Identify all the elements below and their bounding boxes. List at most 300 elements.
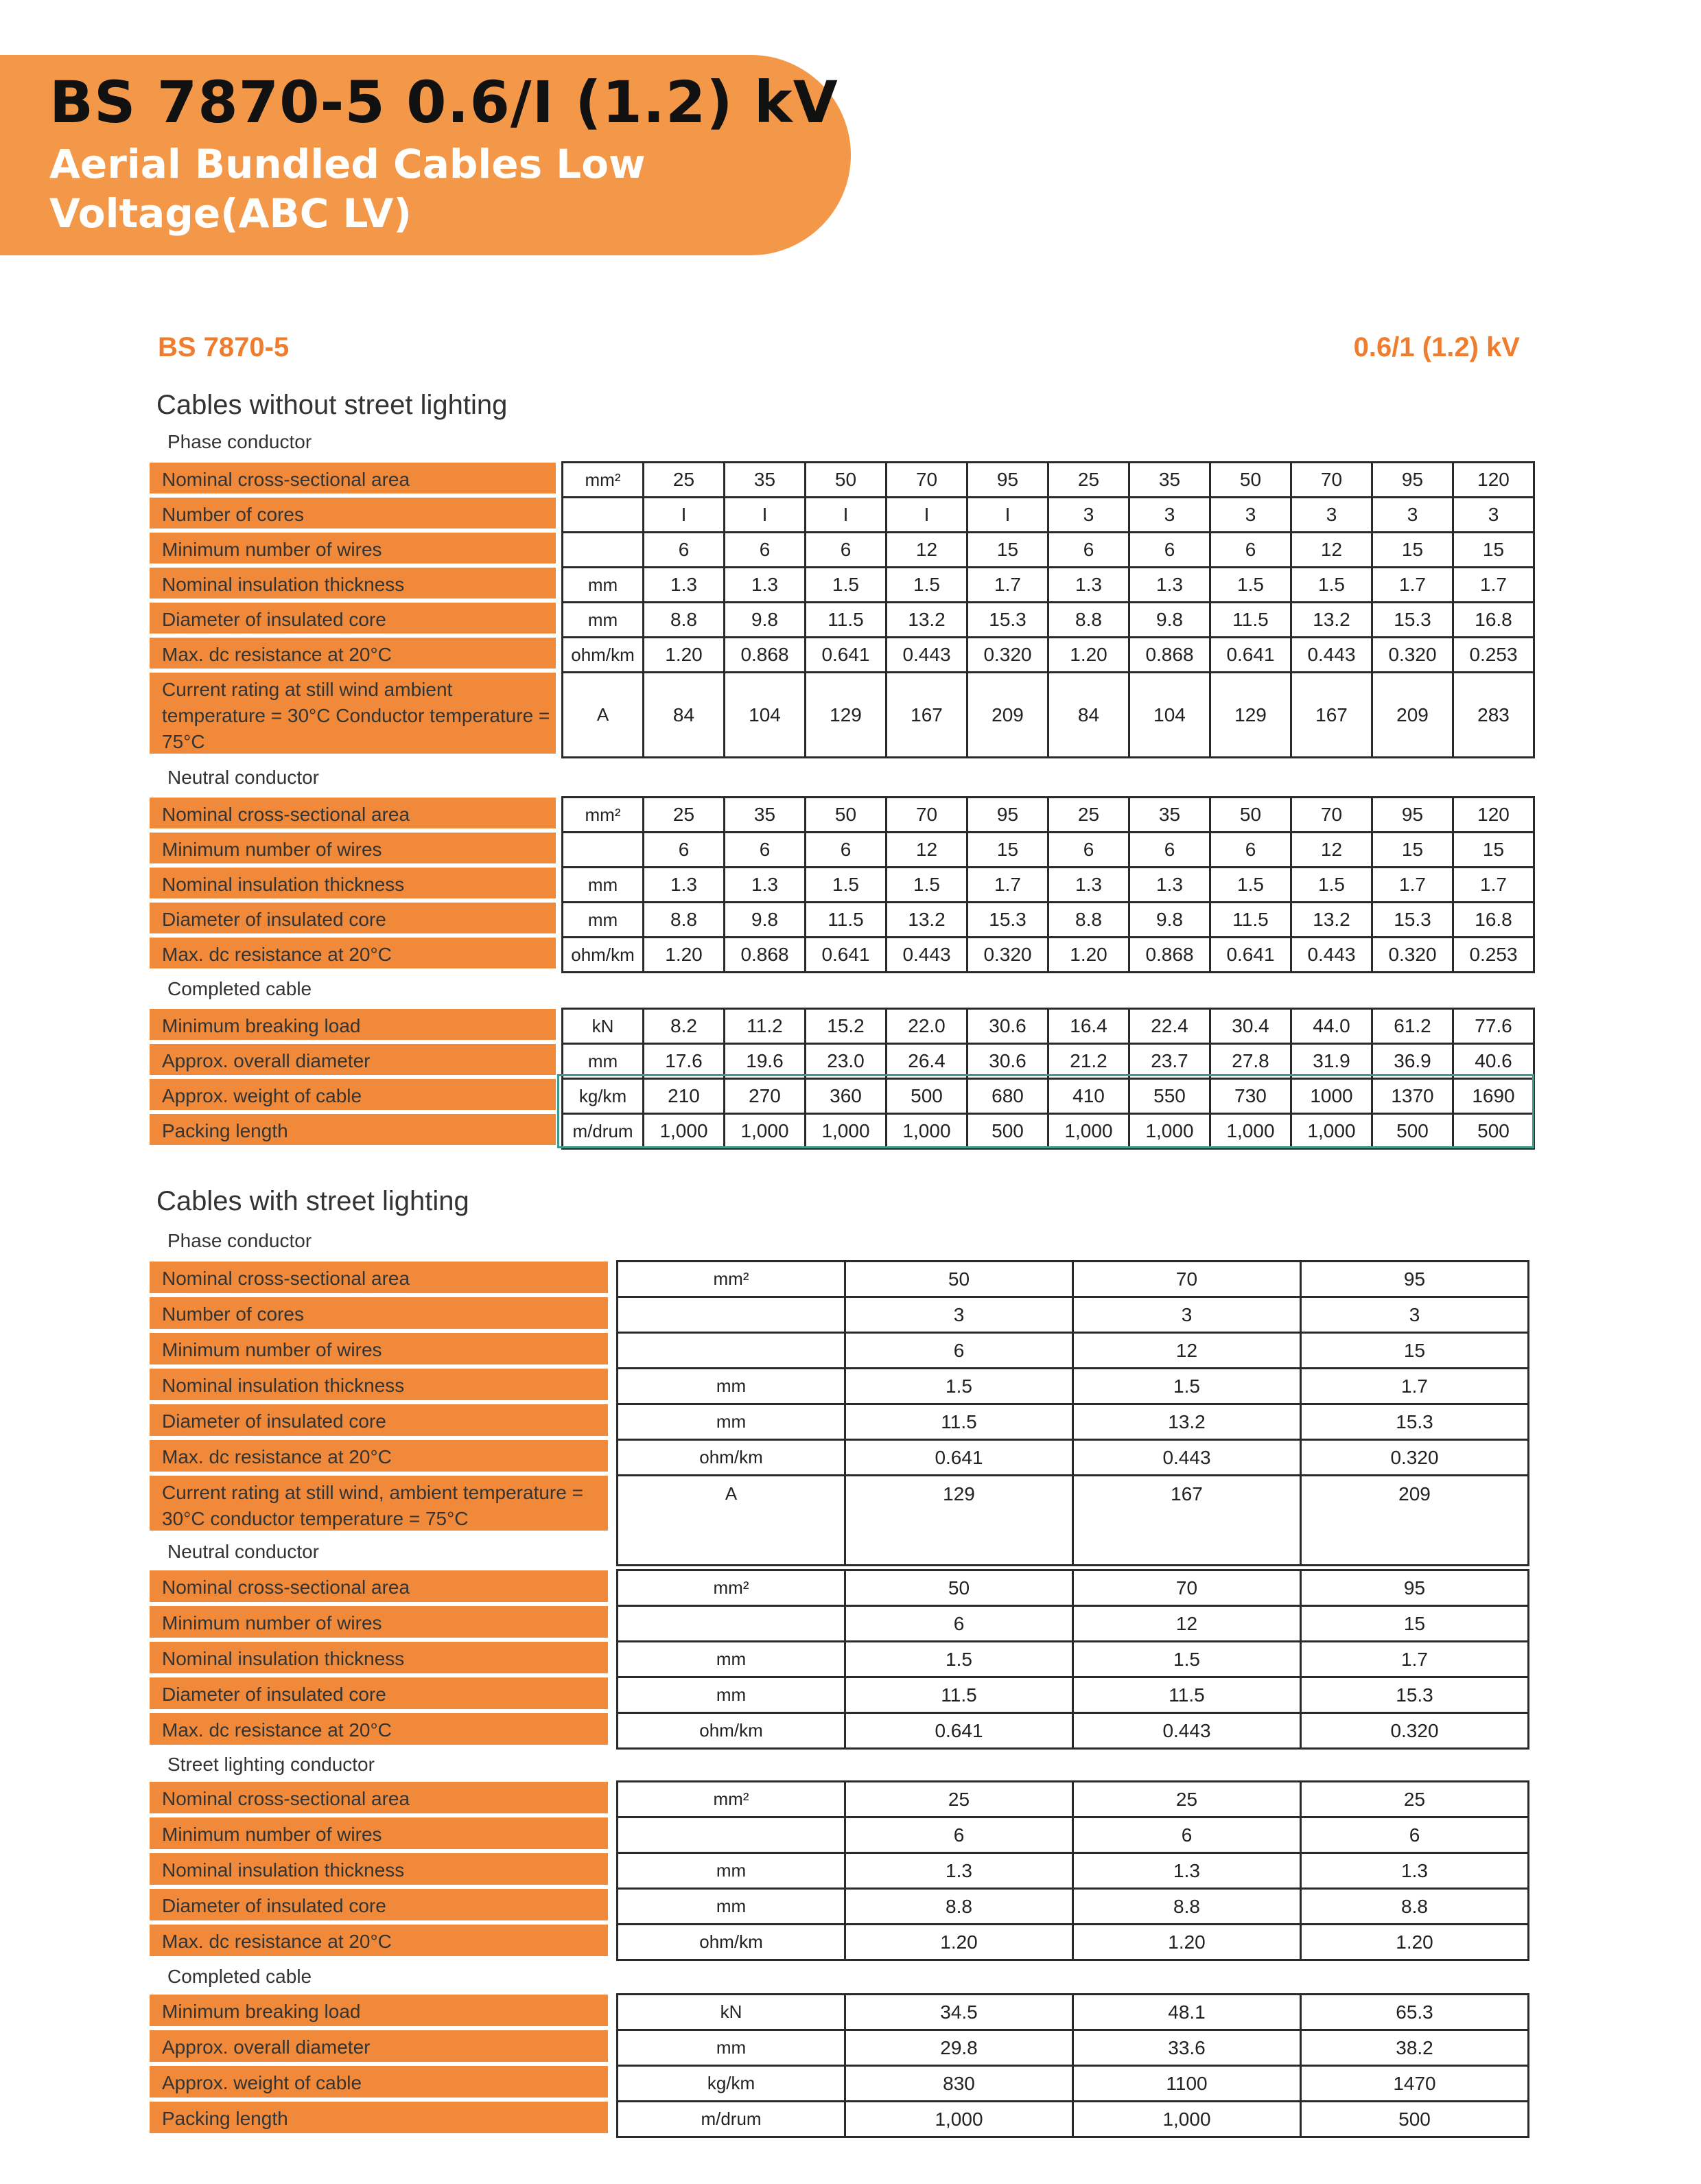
value-cell: 0.320 bbox=[1301, 1440, 1529, 1476]
spec-table-phase bbox=[561, 461, 1535, 758]
value-cell: 11.5 bbox=[806, 603, 887, 638]
value-cell: 15.3 bbox=[1372, 603, 1453, 638]
value-cell: 25 bbox=[1048, 463, 1129, 498]
value-cell: 3 bbox=[1372, 498, 1453, 533]
value-cell: 13.2 bbox=[887, 903, 967, 938]
value-cell: 1.3 bbox=[1129, 568, 1210, 603]
row-label: Minimum number of wires bbox=[150, 833, 556, 863]
row-label: Number of cores bbox=[150, 1297, 608, 1329]
value-cell: 25 bbox=[644, 463, 725, 498]
table-row bbox=[618, 2066, 1529, 2102]
value-cell: 12 bbox=[887, 833, 967, 868]
value-cell: 95 bbox=[967, 463, 1048, 498]
value-cell: 0.641 bbox=[1210, 638, 1291, 673]
value-cell: 1.3 bbox=[1073, 1853, 1301, 1889]
value-cell: 6 bbox=[806, 533, 887, 568]
value-cell: 6 bbox=[1210, 533, 1291, 568]
unit-cell: mm bbox=[563, 903, 644, 938]
unit-cell: mm² bbox=[563, 463, 644, 498]
table-row bbox=[618, 1570, 1529, 1606]
value-cell: 95 bbox=[1301, 1570, 1529, 1606]
value-cell: 15 bbox=[1301, 1333, 1529, 1369]
row-label: Diameter of insulated core bbox=[150, 1677, 608, 1709]
value-cell: 1.3 bbox=[644, 868, 725, 903]
row-label: Nominal insulation thickness bbox=[150, 1642, 608, 1673]
row-label: Approx. overall diameter bbox=[150, 1044, 556, 1075]
value-cell: 11.5 bbox=[1210, 903, 1291, 938]
value-cell: 120 bbox=[1453, 463, 1534, 498]
sub-heading-neutral: Neutral conductor bbox=[167, 767, 320, 788]
value-cell: 50 bbox=[1210, 463, 1291, 498]
unit-cell: kN bbox=[618, 1995, 845, 2030]
table-row bbox=[618, 1995, 1529, 2030]
voltage-heading: 0.6/1 (1.2) kV bbox=[1353, 332, 1520, 362]
value-cell: 0.641 bbox=[1210, 938, 1291, 973]
table-row bbox=[618, 1889, 1529, 1925]
unit-cell: ohm/km bbox=[563, 938, 644, 973]
value-cell: 50 bbox=[1210, 798, 1291, 833]
value-cell: 35 bbox=[1129, 463, 1210, 498]
value-cell: 6 bbox=[644, 833, 725, 868]
value-cell: 8.8 bbox=[644, 603, 725, 638]
spec-table-street bbox=[616, 1780, 1529, 1961]
row-label: Max. dc resistance at 20°C bbox=[150, 938, 556, 968]
row-label: Minimum number of wires bbox=[150, 1606, 608, 1638]
value-cell: 12 bbox=[1073, 1333, 1301, 1369]
table-row bbox=[563, 868, 1534, 903]
value-cell: 1000 bbox=[1291, 1079, 1372, 1114]
table-row bbox=[563, 833, 1534, 868]
unit-cell: ohm/km bbox=[618, 1925, 845, 1960]
value-cell: 95 bbox=[1372, 463, 1453, 498]
value-cell: 167 bbox=[887, 673, 967, 758]
value-cell: 210 bbox=[644, 1079, 725, 1114]
unit-cell bbox=[618, 1297, 845, 1333]
value-cell: 6 bbox=[725, 833, 806, 868]
row-label: Max. dc resistance at 20°C bbox=[150, 1713, 608, 1745]
unit-cell: ohm/km bbox=[618, 1713, 845, 1749]
value-cell: 6 bbox=[644, 533, 725, 568]
row-label: Minimum breaking load bbox=[150, 1009, 556, 1040]
value-cell: 12 bbox=[1073, 1606, 1301, 1642]
table-row bbox=[618, 1713, 1529, 1749]
unit-cell bbox=[563, 833, 644, 868]
value-cell: 550 bbox=[1129, 1079, 1210, 1114]
row-label: Packing length bbox=[150, 1114, 556, 1145]
unit-cell: mm bbox=[618, 1889, 845, 1925]
value-cell: 1.3 bbox=[845, 1853, 1073, 1889]
value-cell: 209 bbox=[1372, 673, 1453, 758]
value-cell: 0.443 bbox=[1291, 638, 1372, 673]
row-label: Minimum number of wires bbox=[150, 533, 556, 564]
value-cell: 1100 bbox=[1073, 2066, 1301, 2102]
unit-cell: mm² bbox=[618, 1262, 845, 1297]
unit-cell: kg/km bbox=[618, 2066, 845, 2102]
spec-table-neutral bbox=[561, 796, 1535, 973]
row-highlight bbox=[557, 1074, 1534, 1148]
value-cell: 13.2 bbox=[887, 603, 967, 638]
table-row bbox=[618, 1606, 1529, 1642]
value-cell: 11.2 bbox=[725, 1009, 806, 1044]
value-cell: 104 bbox=[1129, 673, 1210, 758]
banner-title: BS 7870-5 0.6/I (1.2) kV bbox=[49, 69, 838, 136]
value-cell: 500 bbox=[1372, 1114, 1453, 1149]
value-cell: 15 bbox=[1372, 533, 1453, 568]
standard-heading: BS 7870-5 bbox=[158, 332, 290, 362]
value-cell: 1470 bbox=[1301, 2066, 1529, 2102]
value-cell: 209 bbox=[1301, 1476, 1529, 1566]
value-cell: 3 bbox=[845, 1297, 1073, 1333]
value-cell: 104 bbox=[725, 673, 806, 758]
value-cell: 6 bbox=[725, 533, 806, 568]
value-cell: 21.2 bbox=[1048, 1044, 1129, 1079]
value-cell: 12 bbox=[1291, 533, 1372, 568]
value-cell: 48.1 bbox=[1073, 1995, 1301, 2030]
unit-cell: mm² bbox=[618, 1782, 845, 1817]
value-cell: 730 bbox=[1210, 1079, 1291, 1114]
value-cell: 0.641 bbox=[845, 1713, 1073, 1749]
value-cell: 0.868 bbox=[1129, 938, 1210, 973]
value-cell: 1,000 bbox=[845, 2102, 1073, 2137]
value-cell: 15.2 bbox=[806, 1009, 887, 1044]
table-row bbox=[618, 1817, 1529, 1853]
value-cell: 1.7 bbox=[1301, 1642, 1529, 1677]
table-row bbox=[563, 533, 1534, 568]
value-cell: 15 bbox=[1453, 533, 1534, 568]
row-label: Current rating at still wind, ambient temperature = 30°C conductor temperature = 75°C bbox=[150, 1476, 608, 1531]
value-cell: 0.641 bbox=[806, 938, 887, 973]
value-cell: 70 bbox=[1073, 1262, 1301, 1297]
value-cell: 0.253 bbox=[1453, 938, 1534, 973]
value-cell: 0.320 bbox=[1372, 638, 1453, 673]
value-cell: 36.9 bbox=[1372, 1044, 1453, 1079]
value-cell: 84 bbox=[644, 673, 725, 758]
unit-cell: mm bbox=[563, 1044, 644, 1079]
value-cell: 0.320 bbox=[967, 938, 1048, 973]
value-cell: 9.8 bbox=[1129, 903, 1210, 938]
value-cell: 500 bbox=[887, 1079, 967, 1114]
row-label: Minimum number of wires bbox=[150, 1333, 608, 1364]
value-cell: 3 bbox=[1210, 498, 1291, 533]
value-cell: 3 bbox=[1073, 1297, 1301, 1333]
value-cell: 26.4 bbox=[887, 1044, 967, 1079]
value-cell: 3 bbox=[1129, 498, 1210, 533]
table-row bbox=[618, 2102, 1529, 2137]
value-cell: 50 bbox=[806, 463, 887, 498]
unit-cell: m/drum bbox=[563, 1114, 644, 1149]
value-cell: 70 bbox=[1073, 1570, 1301, 1606]
value-cell: 25 bbox=[644, 798, 725, 833]
value-cell: 1.7 bbox=[1372, 568, 1453, 603]
table-row bbox=[563, 1044, 1534, 1079]
value-cell: 0.253 bbox=[1453, 638, 1534, 673]
value-cell: 1.5 bbox=[806, 868, 887, 903]
value-cell: 6 bbox=[845, 1606, 1073, 1642]
value-cell: 1.3 bbox=[1048, 868, 1129, 903]
value-cell: 1.20 bbox=[644, 938, 725, 973]
unit-cell: A bbox=[618, 1476, 845, 1566]
value-cell: 283 bbox=[1453, 673, 1534, 758]
value-cell: I bbox=[967, 498, 1048, 533]
value-cell: 11.5 bbox=[1210, 603, 1291, 638]
value-cell: 65.3 bbox=[1301, 1995, 1529, 2030]
value-cell: 30.6 bbox=[967, 1044, 1048, 1079]
value-cell: 1690 bbox=[1453, 1079, 1534, 1114]
unit-cell: A bbox=[563, 673, 644, 758]
value-cell: 1.3 bbox=[1301, 1853, 1529, 1889]
value-cell: 44.0 bbox=[1291, 1009, 1372, 1044]
sub-heading-completed: Completed cable bbox=[167, 1966, 312, 1987]
value-cell: 95 bbox=[967, 798, 1048, 833]
table-row bbox=[618, 1333, 1529, 1369]
value-cell: 22.4 bbox=[1129, 1009, 1210, 1044]
unit-cell: ohm/km bbox=[618, 1440, 845, 1476]
value-cell: 0.320 bbox=[1372, 938, 1453, 973]
value-cell: 1,000 bbox=[1210, 1114, 1291, 1149]
value-cell: 15.3 bbox=[1372, 903, 1453, 938]
value-cell: 15 bbox=[967, 533, 1048, 568]
value-cell: 38.2 bbox=[1301, 2030, 1529, 2066]
value-cell: 16.8 bbox=[1453, 903, 1534, 938]
value-cell: 270 bbox=[725, 1079, 806, 1114]
value-cell: 1.3 bbox=[644, 568, 725, 603]
value-cell: 1,000 bbox=[1048, 1114, 1129, 1149]
table-row bbox=[618, 1925, 1529, 1960]
value-cell: 129 bbox=[1210, 673, 1291, 758]
table-row bbox=[563, 568, 1534, 603]
unit-cell: mm bbox=[563, 603, 644, 638]
unit-cell bbox=[618, 1817, 845, 1853]
row-label: Nominal insulation thickness bbox=[150, 868, 556, 898]
value-cell: 6 bbox=[806, 833, 887, 868]
value-cell: 95 bbox=[1301, 1262, 1529, 1297]
value-cell: I bbox=[806, 498, 887, 533]
value-cell: 1.20 bbox=[845, 1925, 1073, 1960]
row-label: Approx. weight of cable bbox=[150, 1079, 556, 1110]
value-cell: 31.9 bbox=[1291, 1044, 1372, 1079]
value-cell: 167 bbox=[1291, 673, 1372, 758]
banner-subtitle: Aerial Bundled Cables Low Voltage(ABC LV) bbox=[49, 141, 646, 237]
value-cell: 8.8 bbox=[1301, 1889, 1529, 1925]
value-cell: 1.5 bbox=[1073, 1642, 1301, 1677]
value-cell: 1.7 bbox=[1453, 868, 1534, 903]
value-cell: 23.7 bbox=[1129, 1044, 1210, 1079]
value-cell: 6 bbox=[1129, 833, 1210, 868]
value-cell: 34.5 bbox=[845, 1995, 1073, 2030]
value-cell: 84 bbox=[1048, 673, 1129, 758]
value-cell: 360 bbox=[806, 1079, 887, 1114]
value-cell: 33.6 bbox=[1073, 2030, 1301, 2066]
value-cell: 0.641 bbox=[845, 1440, 1073, 1476]
table-row bbox=[563, 798, 1534, 833]
value-cell: 95 bbox=[1372, 798, 1453, 833]
spec-table-neutral bbox=[616, 1569, 1529, 1750]
value-cell: 1.5 bbox=[1210, 568, 1291, 603]
row-label: Approx. weight of cable bbox=[150, 2066, 608, 2098]
value-cell: 25 bbox=[1073, 1782, 1301, 1817]
value-cell: 1.5 bbox=[1291, 568, 1372, 603]
value-cell: 1.3 bbox=[1048, 568, 1129, 603]
table-row bbox=[618, 1782, 1529, 1817]
value-cell: 16.4 bbox=[1048, 1009, 1129, 1044]
value-cell: 12 bbox=[887, 533, 967, 568]
value-cell: 11.5 bbox=[845, 1677, 1073, 1713]
row-label: Current rating at still wind ambient temperature = 30°C Conductor temperature = 75°C bbox=[150, 673, 556, 754]
value-cell: 15 bbox=[967, 833, 1048, 868]
value-cell: 50 bbox=[806, 798, 887, 833]
table-row bbox=[563, 673, 1534, 758]
value-cell: 3 bbox=[1301, 1297, 1529, 1333]
value-cell: 500 bbox=[1301, 2102, 1529, 2137]
table-row bbox=[618, 1297, 1529, 1333]
row-label: Packing length bbox=[150, 2102, 608, 2133]
value-cell: 70 bbox=[887, 798, 967, 833]
sub-heading-neutral: Neutral conductor bbox=[167, 1541, 320, 1562]
value-cell: 15 bbox=[1372, 833, 1453, 868]
value-cell: 16.8 bbox=[1453, 603, 1534, 638]
table-row bbox=[618, 1677, 1529, 1713]
row-label: Diameter of insulated core bbox=[150, 903, 556, 933]
value-cell: 11.5 bbox=[845, 1404, 1073, 1440]
unit-cell: mm bbox=[618, 1853, 845, 1889]
table-row bbox=[563, 498, 1534, 533]
value-cell: 0.320 bbox=[967, 638, 1048, 673]
value-cell: 0.443 bbox=[1073, 1713, 1301, 1749]
value-cell: 35 bbox=[725, 798, 806, 833]
value-cell: 25 bbox=[845, 1782, 1073, 1817]
value-cell: 61.2 bbox=[1372, 1009, 1453, 1044]
unit-cell: mm bbox=[618, 1404, 845, 1440]
value-cell: 23.0 bbox=[806, 1044, 887, 1079]
value-cell: 0.868 bbox=[725, 938, 806, 973]
value-cell: 1,000 bbox=[806, 1114, 887, 1149]
value-cell: 1.3 bbox=[1129, 868, 1210, 903]
unit-cell: mm² bbox=[618, 1570, 845, 1606]
table-row bbox=[563, 1009, 1534, 1044]
unit-cell bbox=[618, 1333, 845, 1369]
value-cell: 8.8 bbox=[1073, 1889, 1301, 1925]
value-cell: 1.5 bbox=[806, 568, 887, 603]
value-cell: 0.641 bbox=[806, 638, 887, 673]
unit-cell: kN bbox=[563, 1009, 644, 1044]
value-cell: 6 bbox=[1210, 833, 1291, 868]
value-cell: 1.7 bbox=[967, 868, 1048, 903]
value-cell: I bbox=[725, 498, 806, 533]
value-cell: 1,000 bbox=[887, 1114, 967, 1149]
value-cell: 1,000 bbox=[1129, 1114, 1210, 1149]
sub-heading-phase: Phase conductor bbox=[167, 1230, 312, 1251]
value-cell: 1.7 bbox=[1301, 1369, 1529, 1404]
table-row bbox=[618, 1262, 1529, 1297]
unit-cell: mm bbox=[563, 868, 644, 903]
sub-heading-street: Street lighting conductor bbox=[167, 1754, 375, 1775]
value-cell: 1.3 bbox=[725, 568, 806, 603]
value-cell: 1.20 bbox=[1048, 638, 1129, 673]
value-cell: 500 bbox=[1453, 1114, 1534, 1149]
value-cell: 0.868 bbox=[725, 638, 806, 673]
row-label: Nominal cross-sectional area bbox=[150, 1782, 608, 1813]
table-row bbox=[618, 1642, 1529, 1677]
row-label: Max. dc resistance at 20°C bbox=[150, 1440, 608, 1472]
value-cell: 70 bbox=[1291, 463, 1372, 498]
row-label: Number of cores bbox=[150, 498, 556, 528]
row-label: Nominal insulation thickness bbox=[150, 1853, 608, 1885]
table-row bbox=[563, 638, 1534, 673]
value-cell: 0.443 bbox=[887, 938, 967, 973]
value-cell: 11.5 bbox=[806, 903, 887, 938]
row-label: Minimum breaking load bbox=[150, 1995, 608, 2026]
value-cell: 6 bbox=[1073, 1817, 1301, 1853]
spec-table-phase bbox=[616, 1260, 1529, 1566]
row-label: Minimum number of wires bbox=[150, 1817, 608, 1849]
row-label: Nominal cross-sectional area bbox=[150, 463, 556, 493]
table-row bbox=[563, 463, 1534, 498]
value-cell: 410 bbox=[1048, 1079, 1129, 1114]
value-cell: 6 bbox=[845, 1817, 1073, 1853]
table-row bbox=[618, 1404, 1529, 1440]
table-row bbox=[618, 1369, 1529, 1404]
value-cell: 15.3 bbox=[1301, 1404, 1529, 1440]
value-cell: 3 bbox=[1048, 498, 1129, 533]
value-cell: 1,000 bbox=[1073, 2102, 1301, 2137]
value-cell: 120 bbox=[1453, 798, 1534, 833]
value-cell: 77.6 bbox=[1453, 1009, 1534, 1044]
value-cell: 1.5 bbox=[1291, 868, 1372, 903]
unit-cell bbox=[563, 498, 644, 533]
value-cell: 1.5 bbox=[887, 568, 967, 603]
table-row bbox=[563, 903, 1534, 938]
value-cell: 35 bbox=[1129, 798, 1210, 833]
value-cell: 50 bbox=[845, 1570, 1073, 1606]
value-cell: 15.3 bbox=[1301, 1677, 1529, 1713]
value-cell: 1.7 bbox=[1372, 868, 1453, 903]
value-cell: 9.8 bbox=[1129, 603, 1210, 638]
value-cell: 500 bbox=[967, 1114, 1048, 1149]
unit-cell: mm bbox=[618, 1642, 845, 1677]
row-label: Nominal insulation thickness bbox=[150, 568, 556, 599]
value-cell: 1.5 bbox=[845, 1642, 1073, 1677]
value-cell: 1,000 bbox=[1291, 1114, 1372, 1149]
value-cell: 1.3 bbox=[725, 868, 806, 903]
value-cell: 1.20 bbox=[1301, 1925, 1529, 1960]
row-label: Diameter of insulated core bbox=[150, 603, 556, 634]
row-label: Max. dc resistance at 20°C bbox=[150, 1925, 608, 1956]
value-cell: 29.8 bbox=[845, 2030, 1073, 2066]
value-cell: 8.8 bbox=[644, 903, 725, 938]
value-cell: 40.6 bbox=[1453, 1044, 1534, 1079]
value-cell: 1.5 bbox=[1073, 1369, 1301, 1404]
value-cell: 0.868 bbox=[1129, 638, 1210, 673]
value-cell: 0.443 bbox=[887, 638, 967, 673]
unit-cell: mm² bbox=[563, 798, 644, 833]
value-cell: 6 bbox=[1048, 833, 1129, 868]
value-cell: 9.8 bbox=[725, 903, 806, 938]
unit-cell: mm bbox=[618, 1369, 845, 1404]
value-cell: 15.3 bbox=[967, 603, 1048, 638]
value-cell: 1,000 bbox=[644, 1114, 725, 1149]
value-cell: 0.443 bbox=[1291, 938, 1372, 973]
value-cell: 3 bbox=[1453, 498, 1534, 533]
value-cell: 9.8 bbox=[725, 603, 806, 638]
value-cell: 15 bbox=[1453, 833, 1534, 868]
unit-cell: mm bbox=[618, 2030, 845, 2066]
sub-heading-phase: Phase conductor bbox=[167, 431, 312, 452]
value-cell: 15.3 bbox=[967, 903, 1048, 938]
row-label: Nominal cross-sectional area bbox=[150, 798, 556, 828]
unit-cell bbox=[563, 533, 644, 568]
value-cell: 8.8 bbox=[1048, 903, 1129, 938]
value-cell: 167 bbox=[1073, 1476, 1301, 1566]
